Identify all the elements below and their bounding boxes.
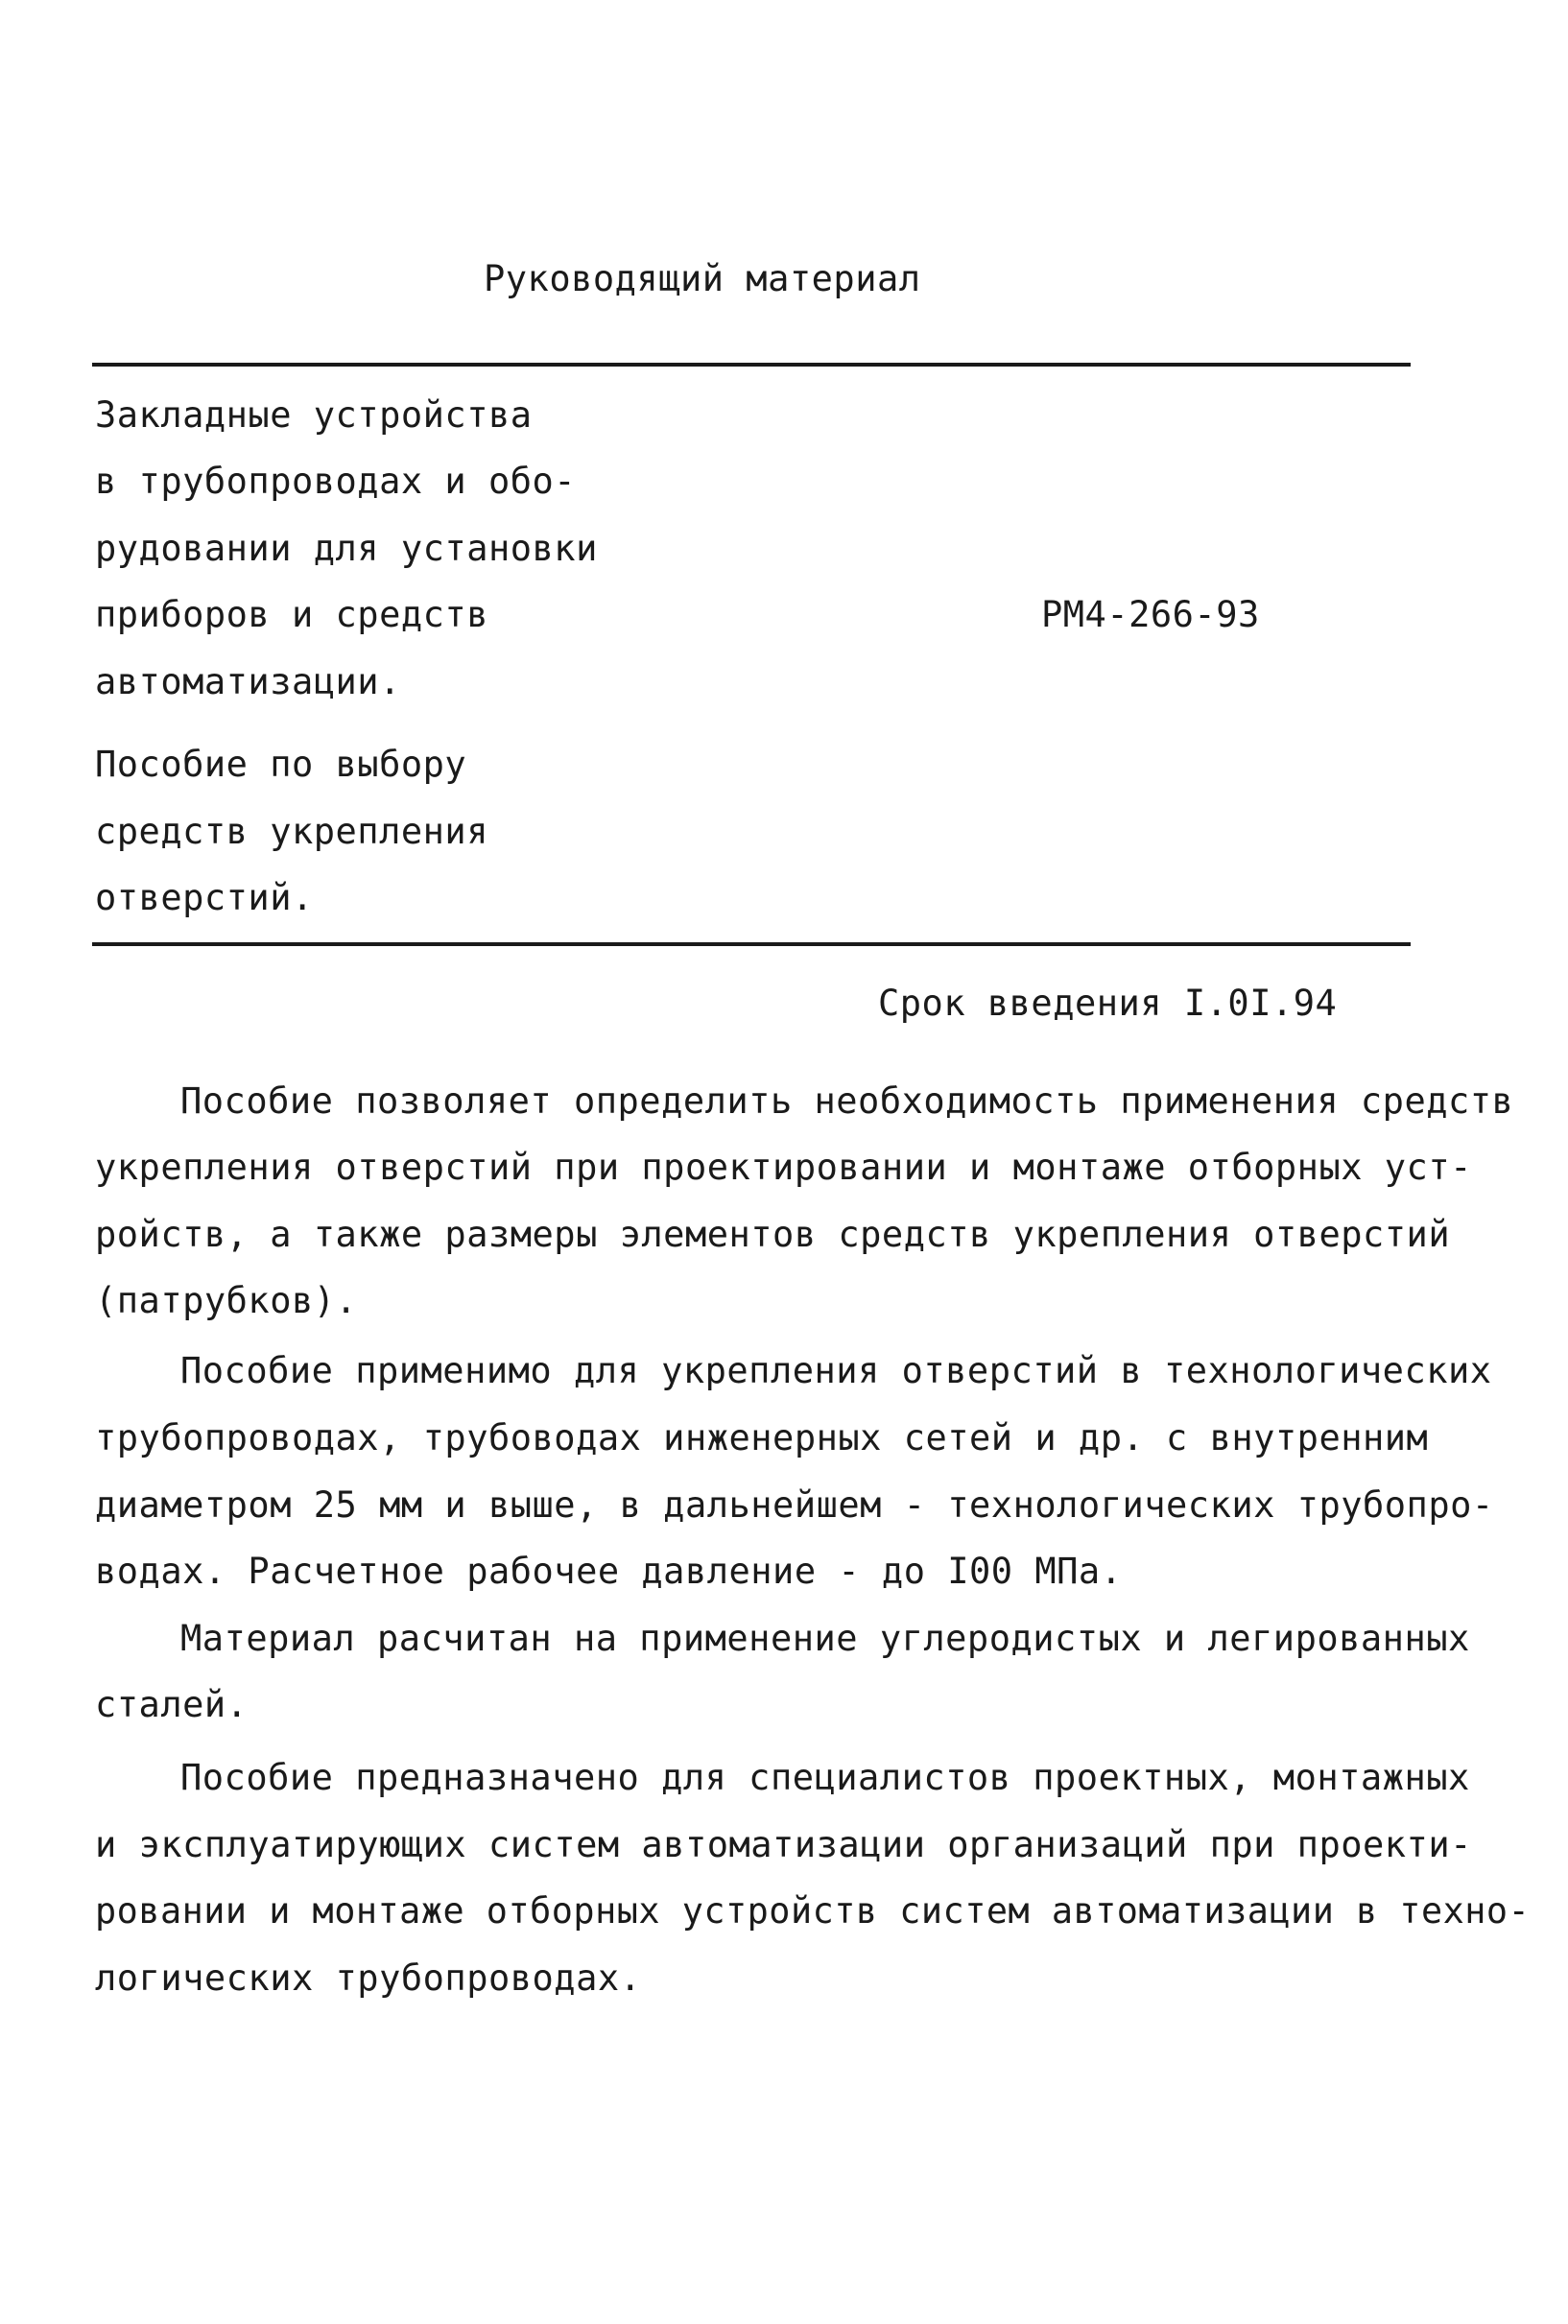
paragraph-line: трубопроводах, трубоводах инженерных сетей и др. с внутренним (95, 1417, 1429, 1458)
paragraph-line: логических трубопроводах. (95, 1957, 642, 1999)
paragraph-line: (патрубков). (95, 1280, 358, 1321)
document-designation: РМ4-266-93 (1041, 594, 1260, 635)
effective-date: Срок введения I.0I.94 (878, 983, 1338, 1024)
title-line: приборов и средств (95, 594, 488, 635)
document-type-heading: Руководящий материал (484, 258, 921, 299)
paragraph-line: Материал расчитан на применение углеродистых и легированных (180, 1618, 1470, 1659)
subtitle-line: отверстий. (95, 877, 314, 918)
title-line: автоматизации. (95, 661, 401, 702)
subtitle-line: Пособие по выбору (95, 744, 467, 785)
paragraph-line: и эксплуатирующих систем автоматизации организаций при проекти- (95, 1824, 1472, 1865)
title-line: в трубопроводах и обо- (95, 461, 577, 502)
paragraph-line: ровании и монтаже отборных устройств систем автоматизации в техно- (95, 1890, 1531, 1932)
paragraph-line: ройств, а также размеры элементов средств укрепления отверстий (95, 1214, 1451, 1255)
top-divider (92, 363, 1411, 367)
paragraph-line: укрепления отверстий при проектировании и монтаже отборных уст- (95, 1147, 1472, 1188)
subtitle-line: средств укрепления (95, 811, 488, 852)
paragraph-line: Пособие позволяет определить необходимость применения средств (180, 1080, 1514, 1122)
bottom-divider (92, 942, 1411, 946)
paragraph-line: сталей. (95, 1684, 249, 1725)
paragraph-line: водах. Расчетное рабочее давление - до I00 МПа. (95, 1551, 1123, 1592)
paragraph-line: диаметром 25 мм и выше, в дальнейшем - технологических трубопро- (95, 1484, 1494, 1526)
title-line: Закладные устройства (95, 394, 533, 436)
title-line: рудовании для установки (95, 528, 598, 569)
paragraph-line: Пособие применимо для укрепления отверстий в технологических (180, 1350, 1492, 1391)
paragraph-line: Пособие предназначено для специалистов проектных, монтажных (180, 1757, 1470, 1798)
